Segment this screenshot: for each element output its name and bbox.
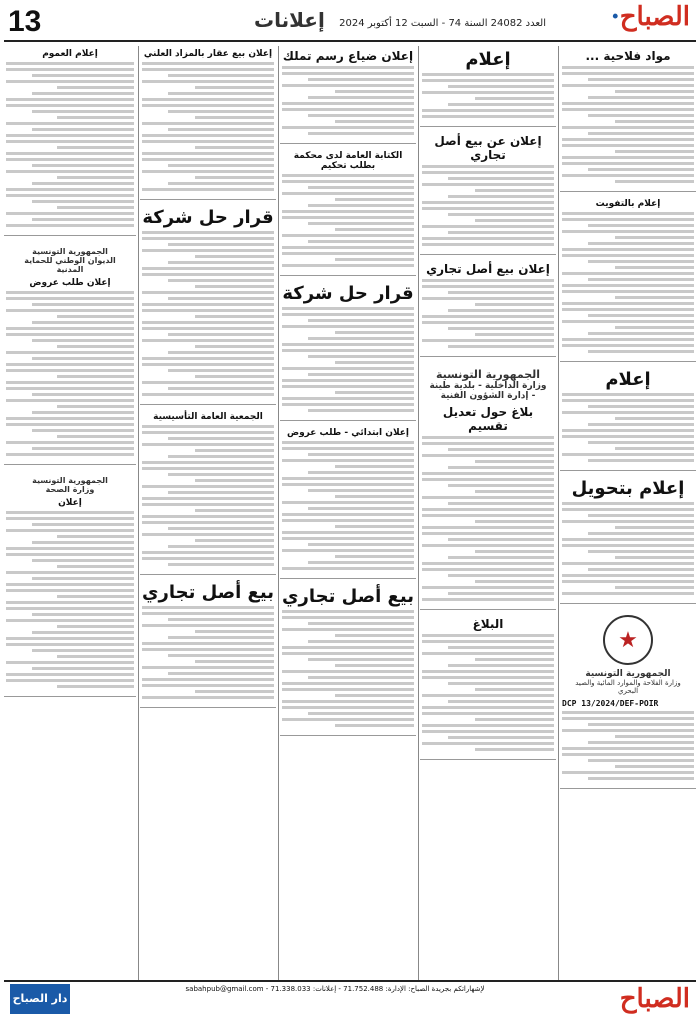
ministry-logo: الجمهورية التونسية الديوان الوطني للحماية المدنية: [24, 247, 116, 274]
ad-block: البلاغ: [420, 614, 556, 760]
ad-block: إعلان بيع أصل تجاري: [420, 259, 556, 357]
ad-block: إعلام العموم: [4, 46, 136, 236]
ad-block: إعلام: [560, 366, 696, 471]
ad-block: الجمهورية التونسية الديوان الوطني للحماية المدنية إعلان طلب عروض: [4, 240, 136, 465]
ad-block: بيع أصل تجاري: [140, 579, 276, 708]
ad-block: إعلان عن بيع أصل تجاري: [420, 131, 556, 255]
ministry-logo: الجمهورية التونسية وزارة الصحة: [32, 476, 108, 494]
ministry-logo: الجمهورية التونسية وزارة الداخلية - بلدية طينة - إدارة الشؤون الفنية: [429, 368, 547, 401]
ad-block: قرار حل شركة: [280, 280, 416, 421]
ad-block: مواد فلاحية ...: [560, 46, 696, 192]
ad-block: إعلان ابتدائي - طلب عروض: [280, 425, 416, 579]
ad-block: ★ الجمهورية التونسية وزارة الفلاحة والموارد المائية والصيد البحري DCP 13/2024/DEF-POIR: [560, 608, 696, 789]
column-2: [420, 46, 556, 982]
ad-block: الجمعية العامة التأسيسية: [140, 409, 276, 575]
ad-block: بيع أصل تجاري: [280, 583, 416, 736]
ad-block: إعلام بالتفويت: [560, 196, 696, 362]
footer-contact: لإشهاراتكم بجريدة الصباح: الإدارة: 71.752.488 - إعلانات: 71.338.033 - sabahpub@gmail.com: [185, 985, 485, 993]
ad-block: الجمهورية التونسية وزارة الداخلية - بلدية طينة - إدارة الشؤون الفنية بلاغ حول تعديل تقسيم: [420, 361, 556, 610]
page-header: [4, 4, 696, 42]
page-footer: [4, 980, 696, 1018]
column-3: [280, 46, 416, 982]
ad-block: إعلام: [420, 46, 556, 127]
footer-badge: دار الصباح: [10, 984, 70, 1014]
ad-block: الجمهورية التونسية وزارة الصحة إعلان: [4, 469, 136, 697]
column-5: [4, 46, 136, 982]
footer-logo: الصباح: [619, 984, 690, 1014]
ad-block: الكتابة العامة لدى محكمة بطلب تحكيم: [280, 148, 416, 276]
ad-block: قرار حل شركة: [140, 204, 276, 405]
ministry-logo: ★ الجمهورية التونسية وزارة الفلاحة والموارد المائية والصيد البحري: [568, 615, 688, 695]
column-4: [140, 46, 276, 982]
logo: الصباح·: [610, 2, 690, 32]
ad-block: إعلان ضياع رسم تملك: [280, 46, 416, 144]
ad-block: إعلان بيع عقار بالمزاد العلني: [140, 46, 276, 200]
page-number: 13: [8, 5, 42, 38]
column-1: [560, 46, 696, 982]
ad-block: إعلام بتحويل: [560, 475, 696, 604]
issue-info: العدد 24082 السنة 74 - السبت 12 أكتوبر 2024: [339, 18, 546, 29]
section-title: إعلانات: [254, 8, 325, 32]
emblem-icon: ★: [603, 615, 653, 665]
